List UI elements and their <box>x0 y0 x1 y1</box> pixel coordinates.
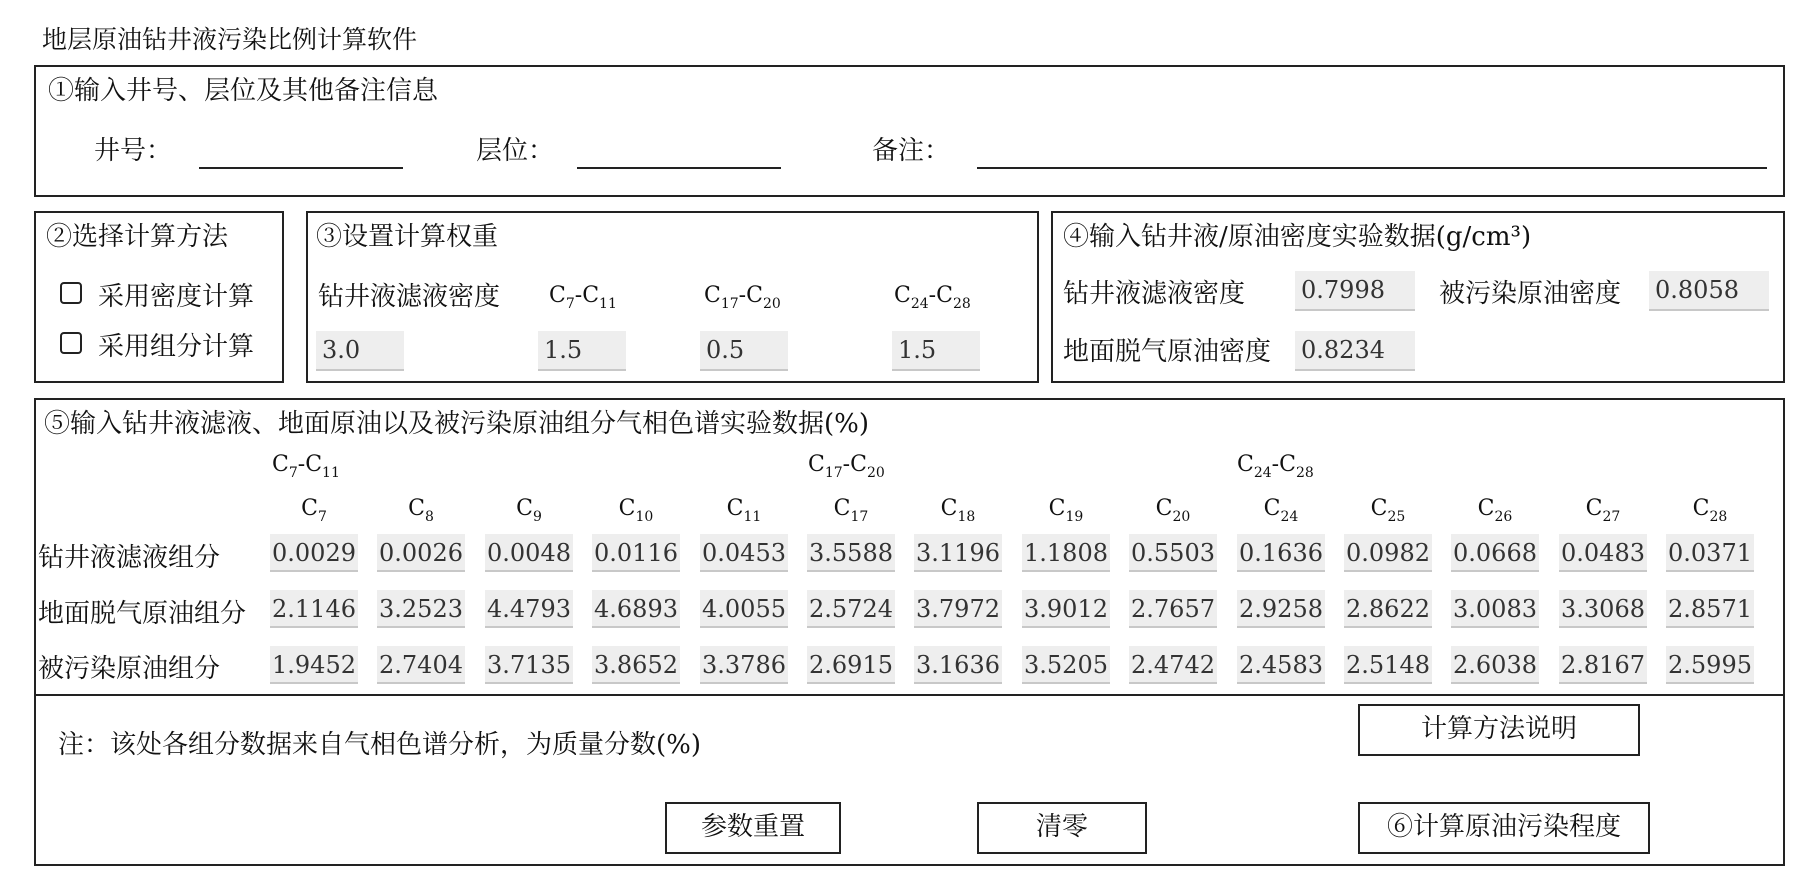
weight-c7c11-label: $C_7-C_{11}$ <box>549 283 617 312</box>
layer-input[interactable] <box>577 167 781 169</box>
column-header-c10 <box>592 496 680 525</box>
column-header-letter: C <box>1155 496 1173 521</box>
weight-c17c20-input[interactable]: 0.5 <box>700 331 788 371</box>
weight-density-input[interactable]: 3.0 <box>316 331 404 371</box>
section-density-data-title: ④输入钻井液/原油密度实验数据(g/cm³) <box>1063 222 1532 252</box>
section-weights-title: ③设置计算权重 <box>316 222 499 252</box>
well-label: 井号： <box>94 136 173 166</box>
component-cell[interactable]: 3.1196 <box>914 534 1002 572</box>
component-cell[interactable]: 2.7404 <box>377 646 465 684</box>
weight-c7c11-input[interactable]: 1.5 <box>538 331 626 371</box>
column-header-letter: C <box>1048 496 1066 521</box>
column-header-c11 <box>700 496 788 525</box>
surface-row-label: 地面脱气原油组分 <box>38 599 247 629</box>
component-method-checkbox[interactable] <box>60 332 82 354</box>
component-cell[interactable]: 2.5148 <box>1344 646 1432 684</box>
component-cell[interactable]: 2.4583 <box>1237 646 1325 684</box>
column-header-letter: C <box>726 496 744 521</box>
well-input[interactable] <box>199 167 403 169</box>
group-c24c28-label: $C_{24}-C_{28}$ <box>1237 452 1314 481</box>
density-method-label: 采用密度计算 <box>98 282 255 312</box>
component-cell[interactable]: 3.7135 <box>485 646 573 684</box>
column-header-c8 <box>377 496 465 525</box>
group-c17c20-label: $C_{17}-C_{20}$ <box>808 452 885 481</box>
weight-density-label: 钻井液滤液密度 <box>318 282 501 312</box>
calculate-contamination-button[interactable]: ⑥计算原油污染程度 <box>1358 802 1650 854</box>
component-cell[interactable]: 0.5503 <box>1129 534 1217 572</box>
column-header-letter: C <box>618 496 636 521</box>
column-header-number: 9 <box>532 509 542 525</box>
footer-panel <box>34 694 1785 866</box>
component-cell[interactable]: 0.0371 <box>1666 534 1754 572</box>
column-header-number: 17 <box>850 509 869 525</box>
component-cell[interactable]: 2.4742 <box>1129 646 1217 684</box>
column-header-number: 26 <box>1494 509 1513 525</box>
component-cell[interactable]: 4.0055 <box>700 590 788 628</box>
layer-label: 层位： <box>476 136 555 166</box>
component-cell[interactable]: 0.0668 <box>1451 534 1539 572</box>
column-header-number: 24 <box>1280 509 1299 525</box>
column-header-c17 <box>807 496 895 525</box>
surface-density-input[interactable]: 0.8234 <box>1295 331 1415 371</box>
column-header-letter: C <box>516 496 533 521</box>
section-calc-method-title: ②选择计算方法 <box>46 222 229 252</box>
column-header-number: 20 <box>1172 509 1191 525</box>
component-cell[interactable]: 2.5995 <box>1666 646 1754 684</box>
column-header-number: 8 <box>424 509 434 525</box>
group-c7c11-label: $C_7-C_{11}$ <box>272 452 340 481</box>
section-well-info <box>34 65 1785 197</box>
column-header-c18 <box>914 496 1002 525</box>
component-cell[interactable]: 0.0048 <box>485 534 573 572</box>
filtrate-density-label: 钻井液滤液密度 <box>1063 279 1246 309</box>
component-cell[interactable]: 4.6893 <box>592 590 680 628</box>
weight-c24c28-label: $C_{24}-C_{28}$ <box>894 283 971 312</box>
column-header-c27 <box>1559 496 1647 525</box>
density-method-checkbox[interactable] <box>60 282 82 304</box>
component-cell[interactable]: 1.9452 <box>270 646 358 684</box>
component-cell[interactable]: 2.7657 <box>1129 590 1217 628</box>
component-cell[interactable]: 3.5588 <box>807 534 895 572</box>
component-cell[interactable]: 3.0083 <box>1451 590 1539 628</box>
column-header-c7 <box>270 496 358 525</box>
section-weights <box>306 211 1039 383</box>
column-header-c25 <box>1344 496 1432 525</box>
column-header-c28 <box>1666 496 1754 525</box>
component-cell[interactable]: 0.0116 <box>592 534 680 572</box>
component-cell[interactable]: 3.5205 <box>1022 646 1110 684</box>
app-title: 地层原油钻井液污染比例计算软件 <box>42 25 418 54</box>
column-header-letter: C <box>301 496 318 521</box>
column-header-number: 28 <box>1709 509 1728 525</box>
column-header-c9 <box>485 496 573 525</box>
filtrate-row-label: 钻井液滤液组分 <box>38 543 221 573</box>
contaminated-density-label: 被污染原油密度 <box>1439 279 1622 309</box>
filtrate-density-input[interactable]: 0.7998 <box>1295 271 1415 311</box>
component-cell[interactable]: 2.8167 <box>1559 646 1647 684</box>
column-header-c19 <box>1022 496 1110 525</box>
note-label: 备注： <box>872 136 951 166</box>
weight-c24c28-input[interactable]: 1.5 <box>892 331 980 371</box>
note-input[interactable] <box>977 167 1767 169</box>
column-header-number: 25 <box>1387 509 1406 525</box>
contaminated-density-input[interactable]: 0.8058 <box>1649 271 1769 311</box>
column-header-letter: C <box>1370 496 1388 521</box>
component-cell[interactable]: 0.0453 <box>700 534 788 572</box>
component-cell[interactable]: 2.8622 <box>1344 590 1432 628</box>
section-component-data <box>34 398 1785 696</box>
section-component-data-title: ⑤输入钻井液滤液、地面原油以及被污染原油组分气相色谱实验数据(%) <box>44 409 869 439</box>
weight-c17c20-label: $C_{17}-C_{20}$ <box>704 283 781 312</box>
component-cell[interactable]: 3.1636 <box>914 646 1002 684</box>
component-cell[interactable]: 0.0982 <box>1344 534 1432 572</box>
reset-params-button[interactable]: 参数重置 <box>665 802 841 854</box>
component-cell[interactable]: 3.2523 <box>377 590 465 628</box>
component-cell[interactable]: 2.6915 <box>807 646 895 684</box>
column-header-number: 18 <box>957 509 976 525</box>
component-cell[interactable]: 1.1808 <box>1022 534 1110 572</box>
column-header-letter: C <box>408 496 425 521</box>
component-cell[interactable]: 2.9258 <box>1237 590 1325 628</box>
column-header-number: 11 <box>743 509 762 525</box>
component-cell[interactable]: 0.0026 <box>377 534 465 572</box>
column-header-letter: C <box>940 496 958 521</box>
component-method-label: 采用组分计算 <box>98 332 255 362</box>
column-header-letter: C <box>833 496 851 521</box>
component-cell[interactable]: 4.4793 <box>485 590 573 628</box>
section-well-info-title: ①输入井号、层位及其他备注信息 <box>48 76 439 106</box>
column-header-c24 <box>1237 496 1325 525</box>
component-cell[interactable]: 0.0029 <box>270 534 358 572</box>
column-header-number: 27 <box>1602 509 1621 525</box>
component-cell[interactable]: 2.5724 <box>807 590 895 628</box>
surface-density-label: 地面脱气原油密度 <box>1063 337 1272 367</box>
method-description-button[interactable]: 计算方法说明 <box>1358 704 1640 756</box>
component-cell[interactable]: 2.8571 <box>1666 590 1754 628</box>
section-density-data <box>1051 211 1785 383</box>
column-header-letter: C <box>1585 496 1603 521</box>
column-header-number: 19 <box>1065 509 1084 525</box>
column-header-number: 7 <box>317 509 327 525</box>
column-header-number: 10 <box>635 509 654 525</box>
column-header-letter: C <box>1263 496 1281 521</box>
component-cell[interactable]: 0.0483 <box>1559 534 1647 572</box>
component-cell[interactable]: 3.3068 <box>1559 590 1647 628</box>
column-header-letter: C <box>1692 496 1710 521</box>
component-cell[interactable]: 0.1636 <box>1237 534 1325 572</box>
component-cell[interactable]: 2.1146 <box>270 590 358 628</box>
column-header-letter: C <box>1477 496 1495 521</box>
component-cell[interactable]: 3.3786 <box>700 646 788 684</box>
component-cell[interactable]: 3.8652 <box>592 646 680 684</box>
component-cell[interactable]: 2.6038 <box>1451 646 1539 684</box>
column-header-c20 <box>1129 496 1217 525</box>
section-calc-method <box>34 211 284 383</box>
column-header-c26 <box>1451 496 1539 525</box>
footer-note: 注：该处各组分数据来自气相色谱分析，为质量分数(%) <box>58 730 701 760</box>
contaminated-row-label: 被污染原油组分 <box>38 654 221 684</box>
component-cell[interactable]: 3.9012 <box>1022 590 1110 628</box>
component-cell[interactable]: 3.7972 <box>914 590 1002 628</box>
clear-button[interactable]: 清零 <box>977 802 1147 854</box>
